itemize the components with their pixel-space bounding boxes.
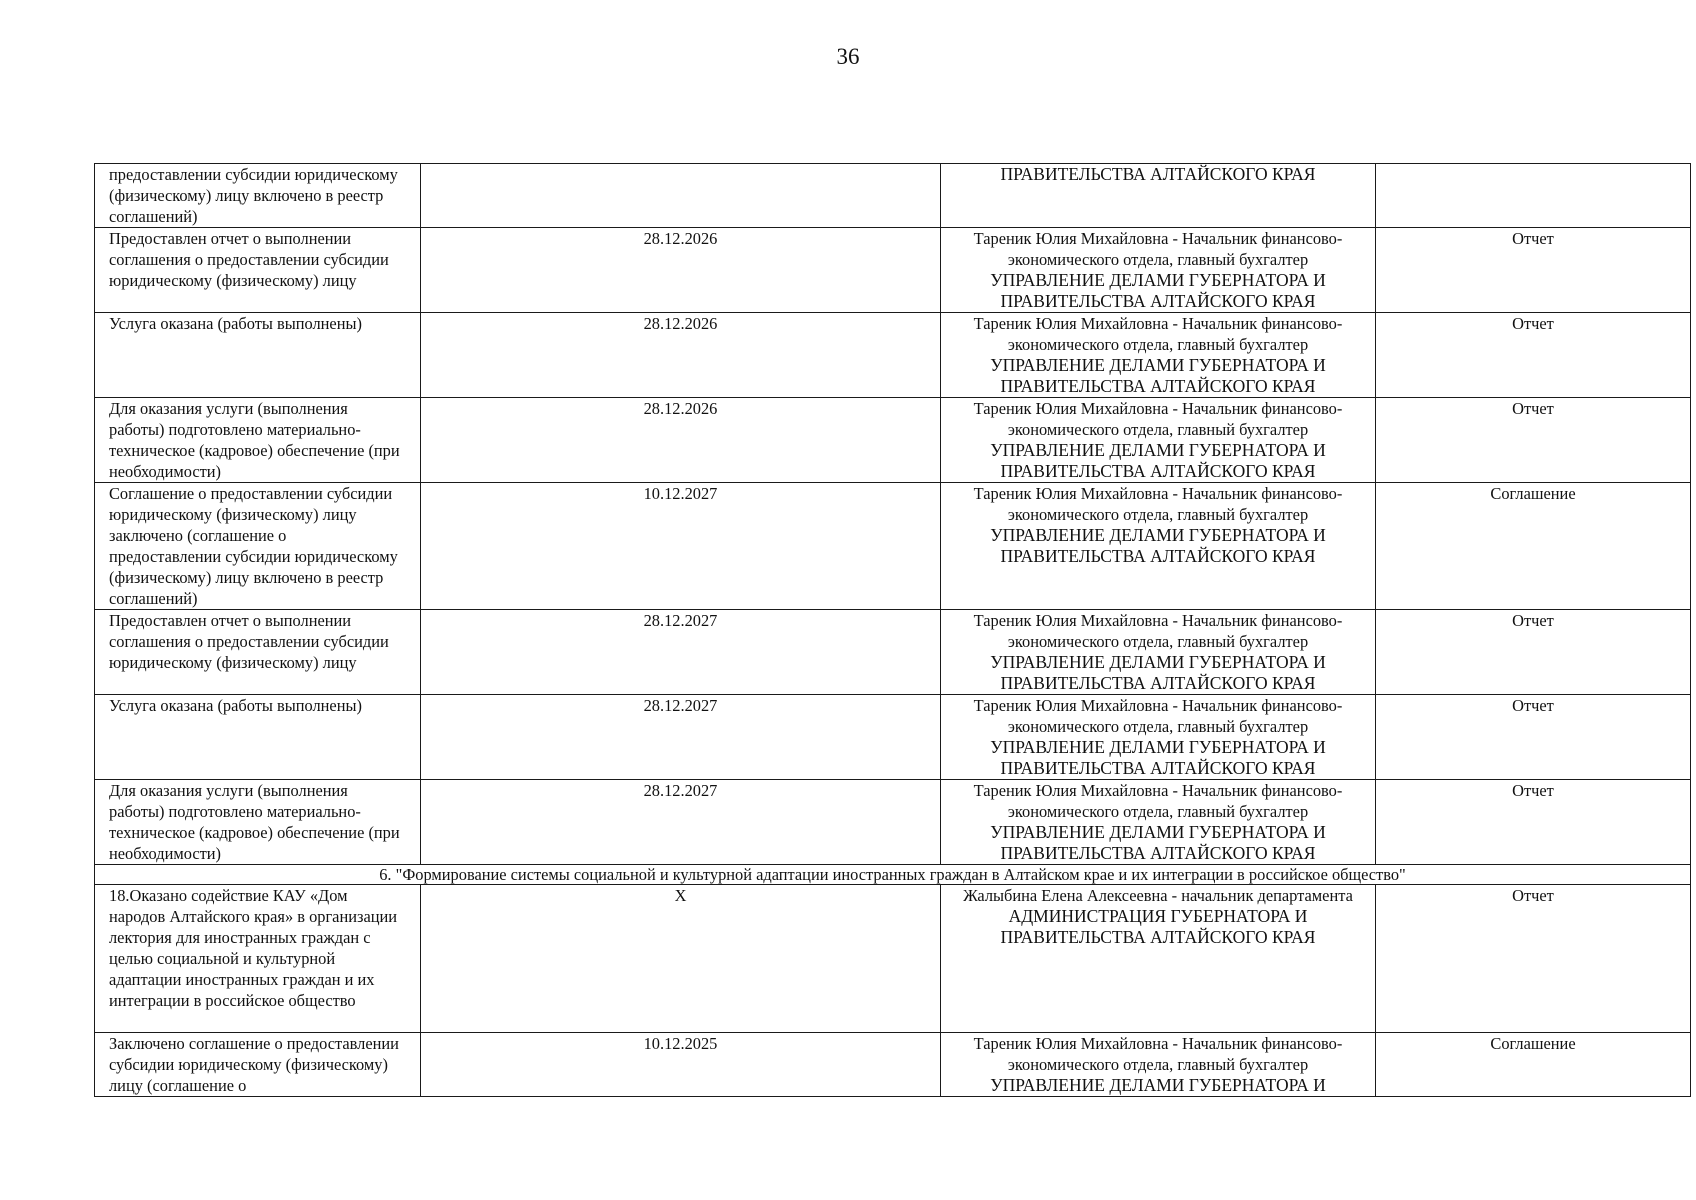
- table-row: [95, 780, 1691, 865]
- responsible-org: УПРАВЛЕНИЕ ДЕЛАМИ ГУБЕРНАТОРА И ПРАВИТЕЛЬСТВА АЛТАЙСКОГО КРАЯ: [990, 652, 1326, 693]
- event-cell: Для оказания услуги (выполнения работы) подготовлено материально-техническое (кадровое) обеспечение (при необходимости): [95, 780, 421, 865]
- responsible-org: УПРАВЛЕНИЕ ДЕЛАМИ ГУБЕРНАТОРА И ПРАВИТЕЛЬСТВА АЛТАЙСКОГО КРАЯ: [990, 822, 1326, 863]
- event-cell: Услуга оказана (работы выполнены): [95, 313, 421, 398]
- responsible-org: УПРАВЛЕНИЕ ДЕЛАМИ ГУБЕРНАТОРА И ПРАВИТЕЛЬСТВА АЛТАЙСКОГО КРАЯ: [990, 737, 1326, 778]
- responsible-cell: [941, 780, 1376, 865]
- responsible-person: Тареник Юлия Михайловна - Начальник финансово-экономического отдела, главный бухгалтер: [973, 484, 1343, 524]
- responsible-cell: [941, 164, 1376, 228]
- responsible-person: Тареник Юлия Михайловна - Начальник финансово-экономического отдела, главный бухгалтер: [973, 399, 1343, 439]
- table-row: [95, 313, 1691, 398]
- date-cell: 10.12.2027: [421, 483, 941, 610]
- event-cell: 18.Оказано содействие КАУ «Дом народов Алтайского края» в организации лектория для иностранных граждан с целью социальной и культурной адаптации иностранных граждан и их интеграции в российское общество: [95, 885, 421, 1033]
- section-title: 6. "Формирование системы социальной и культурной адаптации иностранных граждан в Алтайском крае и их интеграции в российское общество": [95, 865, 1691, 885]
- table-row: [95, 164, 1691, 228]
- event-cell: Предоставлен отчет о выполнении соглашения о предоставлении субсидии юридическому (физическому) лицу: [95, 228, 421, 313]
- event-cell: Услуга оказана (работы выполнены): [95, 695, 421, 780]
- responsible-person: Тареник Юлия Михайловна - Начальник финансово-экономического отдела, главный бухгалтер: [973, 696, 1343, 736]
- table-row: [95, 483, 1691, 610]
- date-cell: 28.12.2027: [421, 780, 941, 865]
- document-cell: Отчет: [1376, 398, 1691, 483]
- table-row: [95, 228, 1691, 313]
- responsible-org: УПРАВЛЕНИЕ ДЕЛАМИ ГУБЕРНАТОРА И ПРАВИТЕЛЬСТВА АЛТАЙСКОГО КРАЯ: [990, 355, 1326, 396]
- event-cell: Соглашение о предоставлении субсидии юридическому (физическому) лицу заключено (соглашение о предоставлении субсидии юридическому (физическому) лицу включено в реестр соглашений): [95, 483, 421, 610]
- responsible-person: Тареник Юлия Михайловна - Начальник финансово-экономического отдела, главный бухгалтер: [973, 611, 1343, 651]
- table-row: [95, 1033, 1691, 1097]
- document-cell: [1376, 164, 1691, 228]
- responsible-person: Тареник Юлия Михайловна - Начальник финансово-экономического отдела, главный бухгалтер: [973, 781, 1343, 821]
- event-cell: Предоставлен отчет о выполнении соглашения о предоставлении субсидии юридическому (физическому) лицу: [95, 610, 421, 695]
- responsible-org: АДМИНИСТРАЦИЯ ГУБЕРНАТОРА И ПРАВИТЕЛЬСТВА АЛТАЙСКОГО КРАЯ: [1000, 906, 1316, 947]
- document-cell: Отчет: [1376, 313, 1691, 398]
- responsible-cell: [941, 610, 1376, 695]
- responsible-cell: [941, 313, 1376, 398]
- document-cell: Отчет: [1376, 885, 1691, 1033]
- table-row: [95, 398, 1691, 483]
- document-cell: Отчет: [1376, 610, 1691, 695]
- date-cell: 28.12.2026: [421, 228, 941, 313]
- date-cell: 28.12.2027: [421, 695, 941, 780]
- date-cell: X: [421, 885, 941, 1033]
- responsible-cell: [941, 885, 1376, 1033]
- plan-table: [94, 163, 1691, 1097]
- responsible-cell: [941, 695, 1376, 780]
- responsible-person: Жалыбина Елена Алексеевна - начальник департамента: [963, 886, 1353, 905]
- date-cell: 28.12.2026: [421, 398, 941, 483]
- date-cell: 28.12.2026: [421, 313, 941, 398]
- date-cell: 28.12.2027: [421, 610, 941, 695]
- document-cell: Отчет: [1376, 228, 1691, 313]
- event-cell: Для оказания услуги (выполнения работы) подготовлено материально-техническое (кадровое) обеспечение (при необходимости): [95, 398, 421, 483]
- document-cell: Отчет: [1376, 695, 1691, 780]
- table-row: [95, 610, 1691, 695]
- section-row: [95, 865, 1691, 885]
- responsible-cell: [941, 398, 1376, 483]
- responsible-org: УПРАВЛЕНИЕ ДЕЛАМИ ГУБЕРНАТОРА И: [990, 1075, 1326, 1095]
- table-row: [95, 885, 1691, 1033]
- date-cell: [421, 164, 941, 228]
- responsible-person: Тареник Юлия Михайловна - Начальник финансово-экономического отдела, главный бухгалтер: [973, 1034, 1343, 1074]
- event-cell: Заключено соглашение о предоставлении субсидии юридическому (физическому) лицу (соглашение о: [95, 1033, 421, 1097]
- responsible-person: Тареник Юлия Михайловна - Начальник финансово-экономического отдела, главный бухгалтер: [973, 314, 1343, 354]
- document-cell: Соглашение: [1376, 483, 1691, 610]
- document-cell: Соглашение: [1376, 1033, 1691, 1097]
- responsible-org: УПРАВЛЕНИЕ ДЕЛАМИ ГУБЕРНАТОРА И ПРАВИТЕЛЬСТВА АЛТАЙСКОГО КРАЯ: [990, 440, 1326, 481]
- responsible-cell: [941, 1033, 1376, 1097]
- table-row: [95, 695, 1691, 780]
- event-cell: предоставлении субсидии юридическому (физическому) лицу включено в реестр соглашений): [95, 164, 421, 228]
- date-cell: 10.12.2025: [421, 1033, 941, 1097]
- document-cell: Отчет: [1376, 780, 1691, 865]
- responsible-org: УПРАВЛЕНИЕ ДЕЛАМИ ГУБЕРНАТОРА И ПРАВИТЕЛЬСТВА АЛТАЙСКОГО КРАЯ: [990, 270, 1326, 311]
- responsible-cell: [941, 483, 1376, 610]
- page-number: 36: [836, 44, 860, 69]
- responsible-cell: [941, 228, 1376, 313]
- responsible-person: Тареник Юлия Михайловна - Начальник финансово-экономического отдела, главный бухгалтер: [973, 229, 1343, 269]
- responsible-org: УПРАВЛЕНИЕ ДЕЛАМИ ГУБЕРНАТОРА И ПРАВИТЕЛЬСТВА АЛТАЙСКОГО КРАЯ: [990, 525, 1326, 566]
- responsible-org: ПРАВИТЕЛЬСТВА АЛТАЙСКОГО КРАЯ: [1000, 164, 1316, 184]
